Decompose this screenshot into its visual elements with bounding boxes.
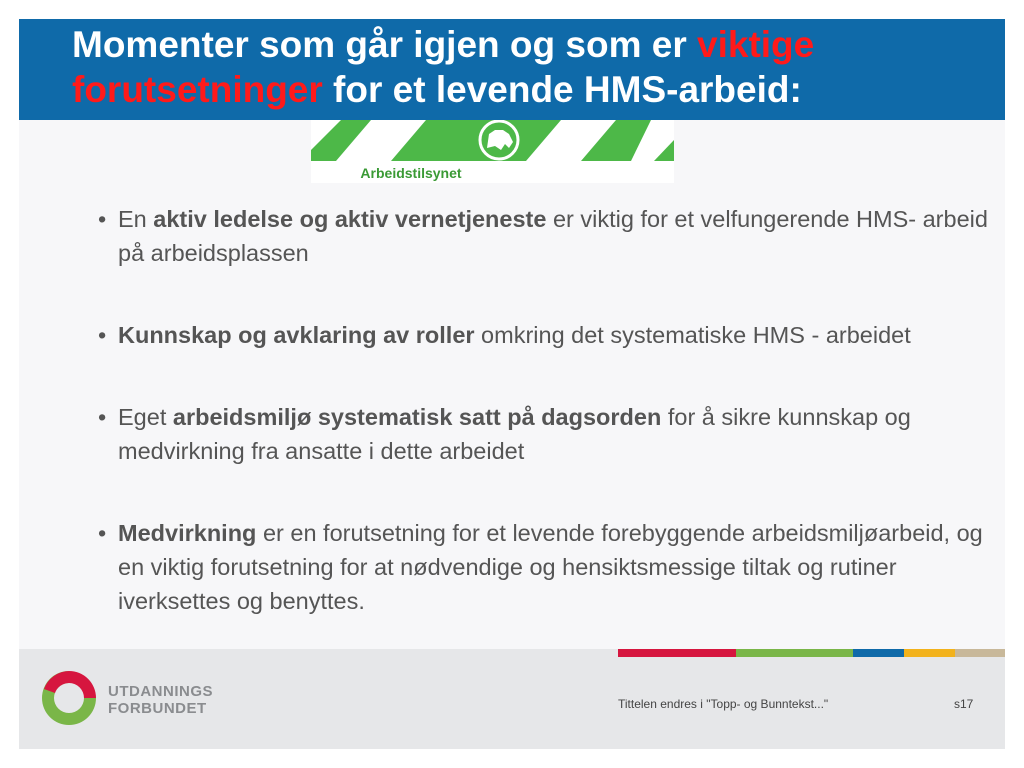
utdanningsforbundet-logo-icon — [38, 667, 100, 729]
list-item — [98, 318, 988, 352]
logo-label: Arbeidstilsynet — [360, 165, 462, 181]
stripe-green — [736, 649, 853, 657]
bullet-marker: • — [98, 206, 107, 232]
stripe-blue — [853, 649, 904, 657]
bullet-text-post: omkring det systematiske HMS - arbeidet — [474, 322, 911, 348]
bullet-text-bold: Medvirkning — [118, 520, 257, 546]
slide-title — [72, 22, 1002, 112]
bullet-text-bold: arbeidsmiljø systematisk satt på dagsorden — [172, 404, 662, 430]
bullet-text-post: er viktig for et velfungerende HMS- arbeid på arbeidsplassen — [118, 206, 988, 266]
stripe-yellow — [904, 649, 955, 657]
utdanningsforbundet-logo-text — [108, 683, 213, 717]
title-line2-highlight: forutsetninger — [72, 69, 323, 110]
list-item — [98, 400, 988, 468]
color-stripes — [618, 649, 1005, 657]
stripe-red — [618, 649, 736, 657]
bullet-text-bold: aktiv ledelse og aktiv vernetjeneste — [153, 206, 547, 232]
bullet-text-post: for å sikre kunnskap og medvirkning fra ansatte i dette arbeidet — [118, 404, 911, 464]
list-item — [98, 516, 988, 618]
bullet-marker: • — [98, 520, 107, 546]
list-item — [98, 202, 988, 270]
footer-text: Tittelen endres i "Topp- og Bunntekst..." — [618, 697, 829, 711]
bullet-text-pre: En — [118, 206, 154, 232]
bullet-marker: • — [98, 322, 107, 348]
logo-line1: UTDANNINGS — [108, 683, 213, 700]
title-line2-suffix: for et levende HMS-arbeid: — [322, 69, 802, 110]
bullet-text-post: er en forutsetning for et levende forebyggende arbeidsmiljøarbeid, og en viktig forutsetning for at nødvendige og hensiktsmessige tiltak og rutiner iverksettes og benyttes. — [118, 520, 983, 614]
title-line1-prefix: Momenter som går igjen og som er — [72, 24, 698, 65]
arbeidstilsynet-logo — [311, 120, 674, 183]
bullet-marker: • — [98, 404, 107, 430]
page-number: s17 — [954, 697, 974, 711]
stripe-beige — [955, 649, 1005, 657]
logo-line2: FORBUNDET — [108, 700, 207, 717]
title-line1-highlight: viktige — [697, 24, 815, 65]
lion-emblem-icon — [459, 120, 539, 164]
bullet-text-bold: Kunnskap og avklaring av roller — [118, 322, 475, 348]
bullet-list — [98, 202, 988, 666]
bullet-text-pre: Eget — [118, 404, 173, 430]
